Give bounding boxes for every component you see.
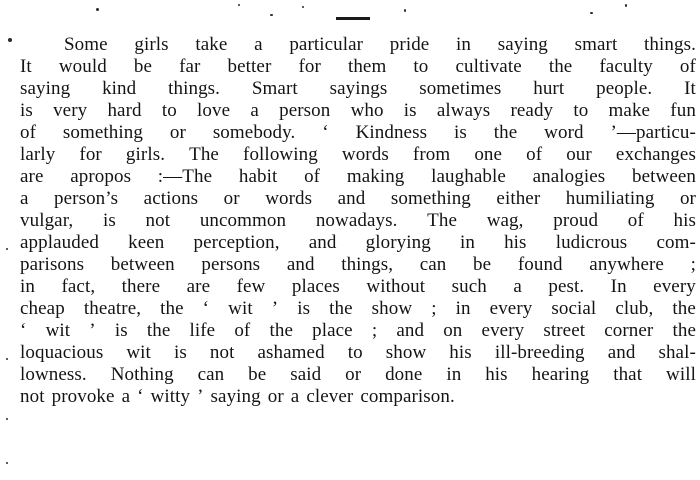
text-line: Some girls take a particular pride in saying smart things. <box>64 34 696 55</box>
text-line: vulgar, is not uncommon nowadays. The wag, proud of his <box>20 210 696 231</box>
text-line: not provoke a ‘ witty ’ saying or a clever comparison. <box>20 386 455 407</box>
text-line: ‘ wit ’ is the life of the place ; and on every street corner the <box>20 320 696 341</box>
text-line: of something or somebody. ‘ Kindness is the word ’—particu- <box>20 122 696 143</box>
text-line: lowness. Nothing can be said or done in his hearing that will <box>20 364 696 385</box>
text-line: is very hard to love a person who is always ready to make fun <box>20 100 696 121</box>
text-line: applauded keen perception, and glorying in his ludicrous com- <box>20 232 696 253</box>
text-line: a person’s actions or words and something either humiliating or <box>20 188 696 209</box>
text-line: It would be far better for them to cultivate the faculty of <box>20 56 696 77</box>
text-line: in fact, there are few places without such a pest. In every <box>20 276 696 297</box>
text-line: loquacious wit is not ashamed to show his ill-breeding and shal- <box>20 342 696 363</box>
text-line: saying kind things. Smart sayings sometimes hurt people. It <box>20 78 696 99</box>
text-line: parisons between persons and things, can be found anywhere ; <box>20 254 696 275</box>
article-text <box>20 34 696 408</box>
text-line: are apropos :—The habit of making laughable analogies between <box>20 166 696 187</box>
text-line: cheap theatre, the ‘ wit ’ is the show ; in every social club, the <box>20 298 696 319</box>
text-line: larly for girls. The following words from one of our exchanges <box>20 144 696 165</box>
section-divider-rule <box>336 17 370 20</box>
